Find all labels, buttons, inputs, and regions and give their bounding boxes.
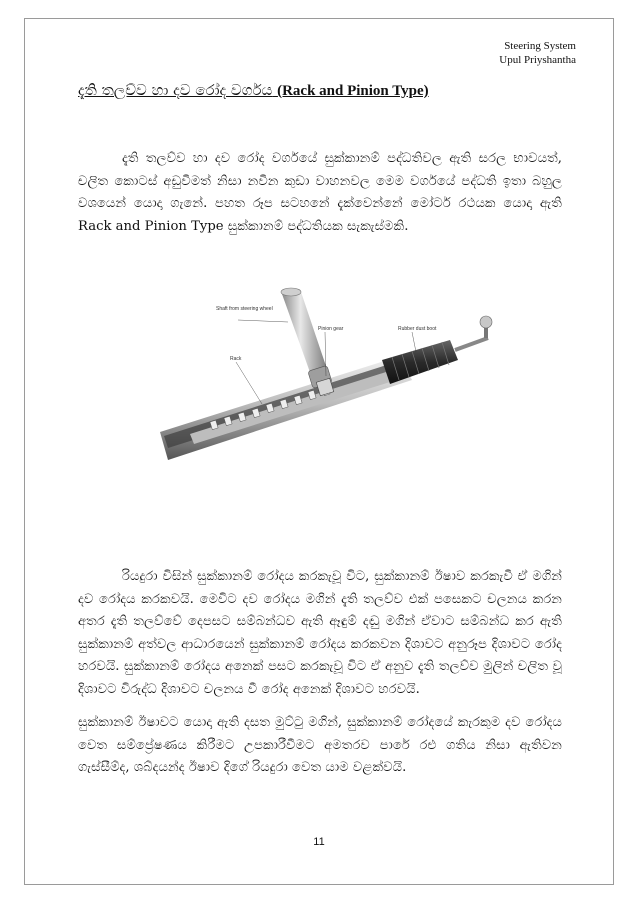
page-number: 11 [313,836,325,848]
joints-paragraph: සුක්කානම් ඊෂාවට යොදා ඇති දසත මුට්ටු මගින්, සුක්කානම් රෝදයේ කැරකුම දව රෝදය වෙත සම්ප්‍රේෂණය කිරීමට උපකාරීවීමට අමතරව පාරේ රළු ගතිය නිසා ඇතිවන ගැස්සීම්ද, ශබ්දයන්ද ඊෂාව දිගේ රියදුරා වෙත යාම වළක්වයි. [78,715,562,775]
tie-rod [455,316,492,350]
header-author: Upul Priyshantha [499,54,576,66]
rubber-dust-boot [382,340,458,384]
rack-bar [190,372,390,444]
label-rubber-dust-boot: Rubber dust boot [398,326,437,332]
steering-shaft [281,288,332,389]
operation-paragraph: රියදුරා විසින් සුක්කානම් රෝදය කරකැවූ විට, සුක්කානම් ඊෂාව කරකැවී ඒ මගින් දව රෝදය කරකවයි. මෙවිට දව රෝදය මගින් දැති තලව්ව එක් පසෙකට චලනය කරන අතර දැති තලව්වේ දෙපසට සම්බන්ධව ඇති ඈඳුම් දඬු මගින් ඒවාට සම්බන්ධ කර ඇති සුක්කානම් අත්වල ආධාරයෙන් සුක්කානම් රෝදය කරකවන දිශාවට අනුරූප දිශාවට රෝද හරවයි. සුක්කානම් රෝදය අනෙක් පසට කරකැවූ විට ඒ අනුව දැති තලව්ව මුලින් චලිත වූ දිශාවට විරුද්ධ දිශාවට චලනය වී රෝද අනෙක් දිශාවට හරවයි. [78,569,562,697]
header-title: Steering System [504,40,576,52]
section-title-english: (Rack and Pinion Type) [277,83,429,99]
rack-and-pinion-figure [150,264,510,464]
section-title [78,80,558,101]
running-header [499,39,576,67]
label-pinion-gear: Pinion gear [318,326,344,332]
section-title-sinhala: දැති තලව්ව හා දව රෝද වර්ගය [78,81,273,99]
label-shaft-from-steering-wheel: Shaft from steering wheel [216,306,273,312]
intro-paragraph: දැති තලව්ව හා දව රෝද වර්ගයේ සුක්කානම් පද්ධතිවල ඇති සරල භාවයත්, චලිත කොටස් අඩුවීමත් නිසා නවීන කුඩා වාහනවල මෙම වර්ගයේ පද්ධති ඉතා බහුල වශයෙන් යොදා ගැනේ. පහත රූප සටහනේ දැක්වෙන්නේ මෝටර් රථයක යොදා ඇති Rack and Pinion Type සුක්කානම් පද්ධතියක සැකැස්මකි. [78,151,562,234]
label-rack: Rack [230,356,242,362]
